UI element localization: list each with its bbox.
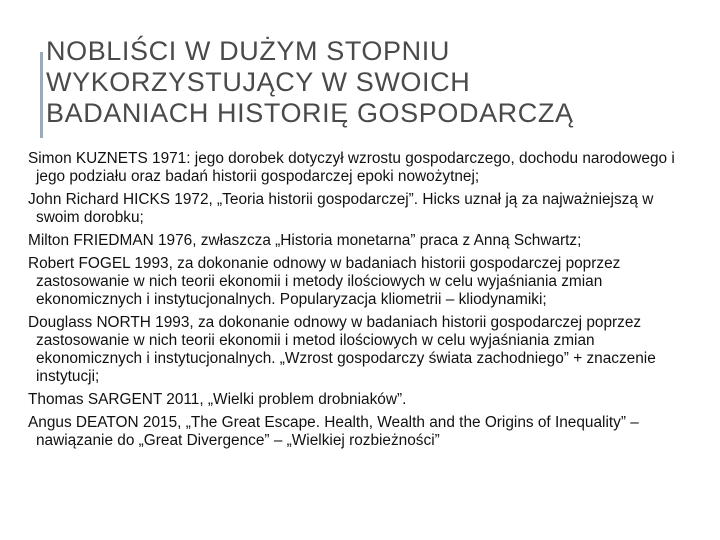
paragraph-sargent: Thomas SARGENT 2011, „Wielki problem drobniaków”. <box>28 391 407 408</box>
paragraph-north: Douglass NORTH 1993, za dokonanie odnowy w badaniach historii gospodarczej poprzez zastosowanie w nich teorii ekonomii i metod ilościowych w celu wyjaśniania zmian ekonomicznych i instytucjonalnych. „Wzrost gospodarczy świata zachodniego” + znaczenie instytucji; <box>28 314 656 385</box>
title-line: BADANIACH HISTORIĘ GOSPODARCZĄ <box>46 98 574 128</box>
paragraph-friedman: Milton FRIEDMAN 1976, zwłaszcza „Historia monetarna” praca z Anną Schwartz; <box>28 232 582 249</box>
paragraph-hicks: John Richard HICKS 1972, „Teoria historii gospodarczej”. Hicks uznał ją za najważniejszą w swoim dorobku; <box>28 191 654 226</box>
title-accent-bar <box>40 52 43 138</box>
title-line: WYKORZYSTUJĄCY W SWOICH <box>46 67 471 97</box>
slide-title <box>46 36 706 129</box>
paragraph-kuznets: Simon KUZNETS 1971: jego dorobek dotyczył wzrostu gospodarczego, dochodu narodowego i jego podziału oraz badań historii gospodarczej epoki nowożytnej; <box>28 150 675 185</box>
paragraph-deaton: Angus DEATON 2015, „The Great Escape. Health, Wealth and the Origins of Inequality” – nawiązanie do „Great Divergence” – „Wielkiej rozbieżności” <box>28 414 639 449</box>
paragraph-fogel: Robert FOGEL 1993, za dokonanie odnowy w badaniach historii gospodarczej poprzez zastosowanie w nich teorii ekonomii i metody ilościowych w celu wyjaśniania zmian ekonomicznych i instytucjonalnych. Popularyzacja kliometrii – kliodynamiki; <box>28 255 621 308</box>
slide-body <box>28 150 698 455</box>
title-line: NOBLIŚCI W DUŻYM STOPNIU <box>46 36 450 66</box>
